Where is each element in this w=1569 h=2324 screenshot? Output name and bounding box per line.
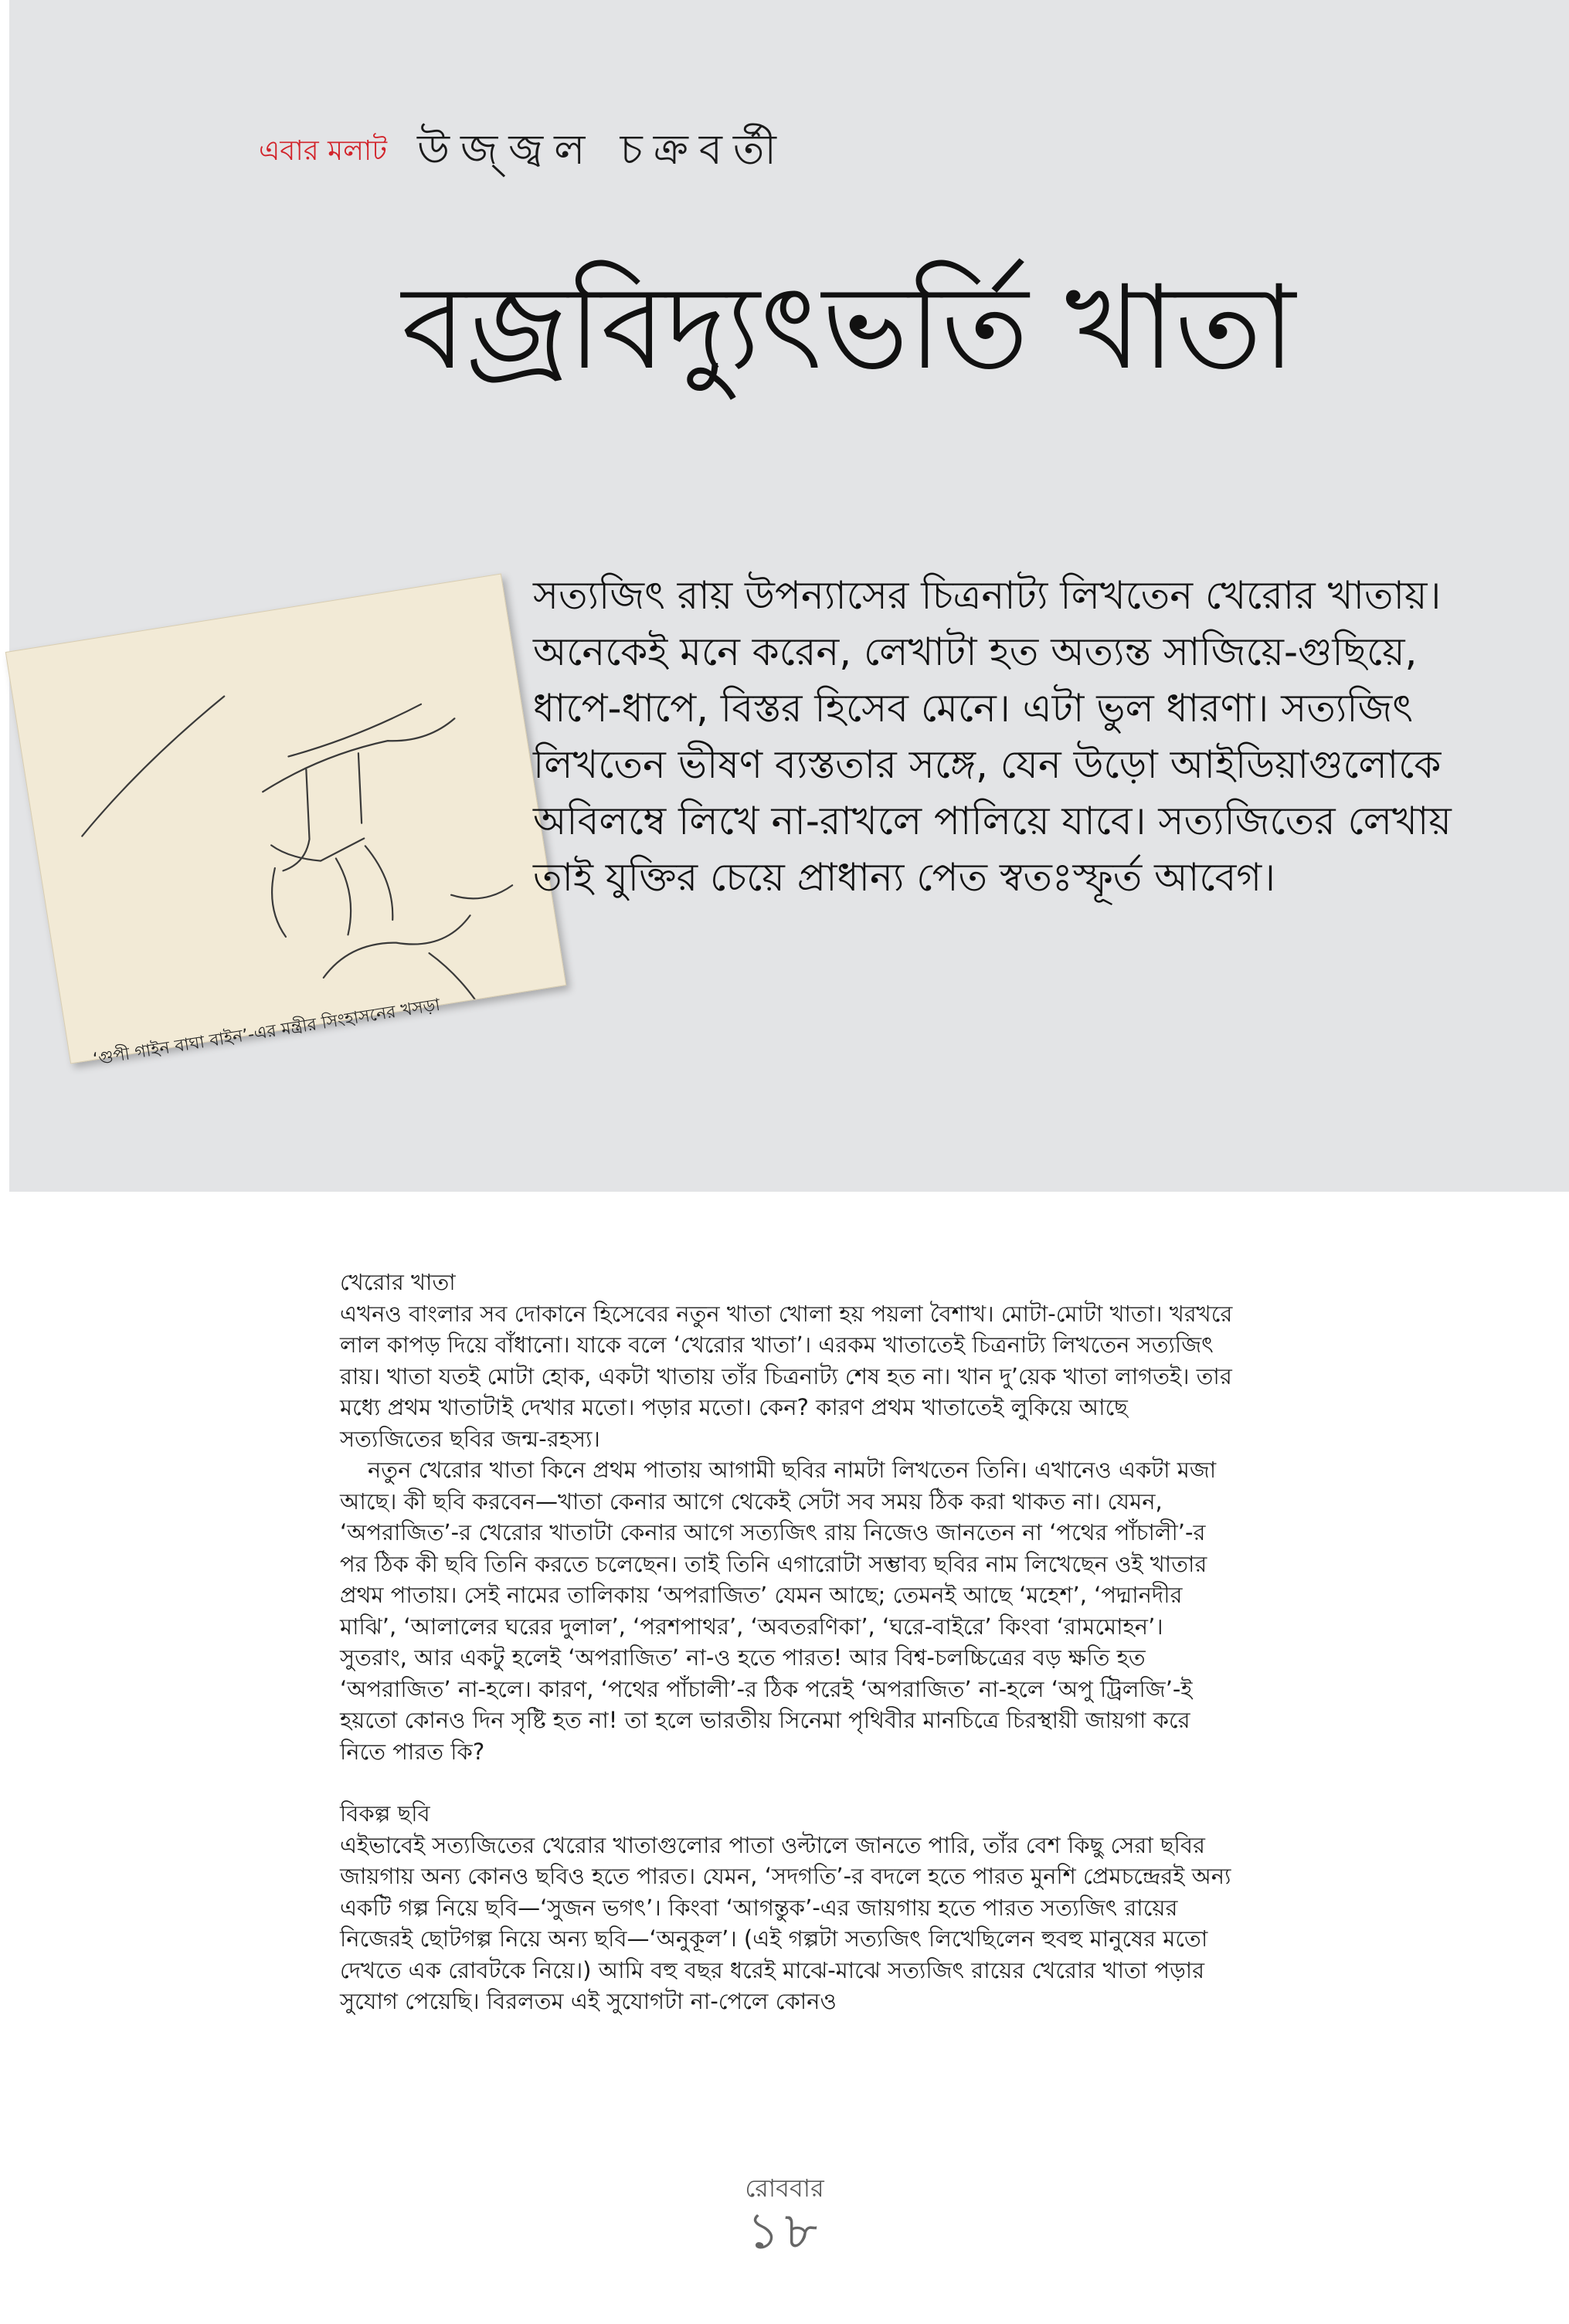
page-number: ১৮: [746, 2201, 823, 2261]
section-heading: বিকল্প ছবি: [340, 1800, 430, 1827]
standfirst: [533, 568, 1452, 906]
author-byline: উজ্জ্বল চক্রবর্তী: [417, 125, 787, 174]
footer-label: রোববার: [745, 2173, 824, 2203]
throne-sketch-drawing: [6, 574, 566, 1064]
section-gap: [340, 1767, 1236, 1798]
article-body: [340, 1267, 1236, 2017]
section-heading: খেরোর খাতা: [340, 1269, 456, 1295]
body-paragraph: এইভাবেই সত্যজিতের খেরোর খাতাগুলোর পাতা ওল্টালে জানতে পারি, তাঁর বেশ কিছু সেরা ছবির জায়গায় অন্য কোনও ছবিও হতে পারত। যেমন, ‘সদগতি’-র বদলে হতে পারত মুনশি প্রেমচন্দ্রেরই অন্য একটি গল্প নিয়ে ছবি—‘সুজন ভগৎ’। কিংবা ‘আগন্তুক’-এর জায়গায় হতে পারত সত্যজিৎ রায়ের নিজেরই ছোটগল্প নিয়ে অন্য ছবি—‘অনুকূল’। (এই গল্পটা সত্যজিৎ লিখেছিলেন হুবহু মানুষের মতো দেখতে এক রোবটকে নিয়ে।) আমি বহু বছর ধরেই মাঝে-মাঝে সত্যজিৎ রায়ের খেরোর খাতা পড়ার সুযোগ পেয়েছি। বিরলতম এই সুযোগটা না-পেলে কোনও: [340, 1831, 1231, 2014]
standfirst-text: সত্যজিৎ রায় উপন্যাসের চিত্রনাট্য লিখতেন খেরোর খাতায়। অনেকেই মনে করেন, লেখাটা হত অত্যন্ত সাজিয়ে-গুছিয়ে, ধাপে-ধাপে, বিস্তর হিসেব মেনে। এটা ভুল ধারণা। সত্যজিৎ লিখতেন ভীষণ ব্যস্ততার সঙ্গে, যেন উড়ো আইডিয়াগুলোকে অবিলম্বে লিখে না-রাখলে পালিয়ে যাবে। সত্যজিতের লেখায় তাই যুক্তির চেয়ে প্রাধান্য পেত স্বতঃস্ফূর্ত আবেগ।: [533, 573, 1452, 900]
body-paragraph: নতুন খেরোর খাতা কিনে প্রথম পাতায় আগামী ছবির নামটা লিখতেন তিনি। এখানেও একটা মজা আছে। কী ছবি করবেন—খাতা কেনার আগে থেকেই সেটা সব সময় ঠিক করা থাকত না। যেমন, ‘অপরাজিত’-র খেরোর খাতাটা কেনার আগে সত্যজিৎ রায় নিজেও জানতেন না ‘পথের পাঁচালী’-র পর ঠিক কী ছবি তিনি করতে চলেছেন। তাই তিনি এগারোটা সম্ভাব্য ছবির নাম লিখেছেন ওই খাতার প্রথম পাতায়। সেই নামের তালিকায় ‘অপরাজিত’ যেমন আছে; তেমনই আছে ‘মহেশ’, ‘পদ্মানদীর মাঝি’, ‘আলালের ঘরের দুলাল’, ‘পরশপাথর’, ‘অবতরণিকা’, ‘ঘরে-বাইরে’ কিংবা ‘রামমোহন’। সুতরাং, আর একটু হলেই ‘অপরাজিত’ না-ও হতে পারত! আর বিশ্ব-চলচ্চিত্রের বড় ক্ষতি হত ‘অপরাজিত’ না-হলে। কারণ, ‘পথের পাঁচালী’-র ঠিক পরেই ‘অপরাজিত’ না-হলে ‘অপু ট্রিলজি’-ই হয়তো কোনও দিন সৃষ্টি হত না! তা হলে ভারতীয় সিনেমা পৃথিবীর মানচিত্রে চিরস্থায়ী জায়গা করে নিতে পারত কি?: [340, 1457, 1217, 1765]
article-title: বজ্রবিদ্যুৎভর্তি খাতা: [402, 261, 1296, 395]
column-label: এবার মলাট: [259, 135, 387, 167]
body-paragraph: এখনও বাংলার সব দোকানে হিসেবের নতুন খাতা খোলা হয় পয়লা বৈশাখ। মোটা-মোটা খাতা। খরখরে লাল কাপড় দিয়ে বাঁধানো। যাকে বলে ‘খেরোর খাতা’। এরকম খাতাতেই চিত্রনাট্য লিখতেন সত্যজিৎ রায়। খাতা যতই মোটা হোক, একটা খাতায় তাঁর চিত্রনাট্য শেষ হত না। খান দু’য়েক খাতা লাগতই। তার মধ্যে প্রথম খাতাটাই দেখার মতো। পড়ার মতো। কেন? কারণ প্রথম খাতাতেই লুকিয়ে আছে সত্যজিতের ছবির জন্ম-রহস্য।: [340, 1300, 1233, 1452]
sketch-image: [5, 573, 566, 1064]
figure-caption: ‘গুপী গাইন বাঘা বাইন’-এর মন্ত্রীর সিংহাসনের খসড়া: [91, 995, 442, 1070]
